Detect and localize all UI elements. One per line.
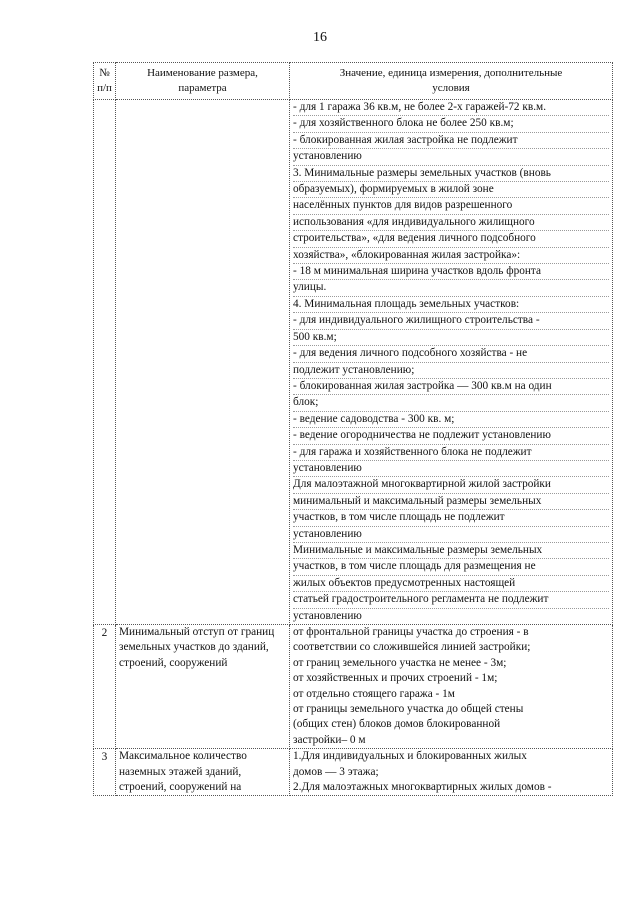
parameter-value-line: - ведение огородничества не подлежит установлению bbox=[293, 428, 609, 444]
parameter-value-line: домов — 3 этажа; bbox=[293, 765, 379, 778]
parameter-name-line: Минимальный отступ от границ bbox=[119, 626, 275, 638]
parameter-value-line: образуемых), формируемых в жилой зоне bbox=[293, 182, 609, 198]
parameter-value-line: - для хозяйственного блока не более 250 кв.м; bbox=[293, 116, 609, 132]
parameter-name bbox=[116, 625, 290, 749]
parameter-name-line: Максимальное количество bbox=[119, 750, 247, 763]
parameter-value-line: (общих стен) блоков домов блокированной bbox=[293, 718, 501, 731]
parameter-value-line: населённых пунктов для видов разрешенного bbox=[293, 198, 609, 214]
parameter-value-line: от границы земельного участка до общей стены bbox=[293, 703, 524, 716]
parameter-value-line: минимальный и максимальный размеры земельных bbox=[293, 494, 609, 510]
table-header-row bbox=[94, 63, 613, 100]
parameter-value-line: блок; bbox=[293, 395, 609, 411]
parameter-name bbox=[116, 749, 290, 796]
parameter-value-line: установлению bbox=[293, 609, 362, 622]
parameter-value-line: от фронтальной границы участка до строения - в bbox=[293, 626, 529, 638]
parameter-value-line: участков, в том числе площадь для размещения не bbox=[293, 559, 609, 575]
parameter-value-line: статьей градостроительного регламента не подлежит bbox=[293, 592, 609, 608]
parameter-value-line: установлению bbox=[293, 461, 609, 477]
parameter-value bbox=[290, 100, 613, 625]
parameter-value-line: 3. Минимальные размеры земельных участков (вновь bbox=[293, 166, 609, 182]
parameter-value-line: - для ведения личного подсобного хозяйства - не bbox=[293, 346, 609, 362]
parameter-name-line: наземных этажей зданий, bbox=[119, 765, 242, 778]
header-number: № п/п bbox=[94, 63, 116, 100]
parameter-value bbox=[290, 625, 613, 749]
parameter-value-line: строительства», «для ведения личного подсобного bbox=[293, 231, 609, 247]
parameter-value-line: улицы. bbox=[293, 280, 609, 296]
parameter-value-line: - ведение садоводства - 300 кв. м; bbox=[293, 412, 609, 428]
parameter-value-line: установлению bbox=[293, 149, 609, 165]
parameter-value-line: жилых объектов предусмотренных настоящей bbox=[293, 576, 609, 592]
parameter-name-line: строений, сооружений на bbox=[119, 781, 242, 794]
parameter-value-line: подлежит установлению; bbox=[293, 363, 609, 379]
parameter-value-line: от границ земельного участка не менее - 3м; bbox=[293, 656, 507, 669]
header-name: Наименование размера, параметра bbox=[116, 63, 290, 100]
parameter-value-line: 4. Минимальная площадь земельных участков: bbox=[293, 297, 609, 313]
parameter-value-line: использования «для индивидуального жилищного bbox=[293, 215, 609, 231]
table-row bbox=[94, 100, 613, 625]
parameter-value-line: - 18 м минимальная ширина участков вдоль фронта bbox=[293, 264, 609, 280]
table-row bbox=[94, 749, 613, 796]
parameter-value-line: участков, в том числе площадь не подлежит bbox=[293, 510, 609, 526]
row-number bbox=[94, 100, 116, 625]
parameter-value-line: - для 1 гаража 36 кв.м, не более 2-х гаражей-72 кв.м. bbox=[293, 100, 609, 116]
row-number: 3 bbox=[94, 749, 116, 796]
parameter-name bbox=[116, 100, 290, 625]
parameter-value bbox=[290, 749, 613, 796]
parameter-value-line: Минимальные и максимальные размеры земельных bbox=[293, 543, 609, 559]
parameter-value-line: от отдельно стоящего гаража - 1м bbox=[293, 687, 455, 700]
parameter-value-line: - для индивидуального жилищного строительства - bbox=[293, 313, 609, 329]
parameter-value-line: 500 кв.м; bbox=[293, 330, 609, 346]
parameter-name-line: строений, сооружений bbox=[119, 656, 228, 669]
parameter-value-line: 1.Для индивидуальных и блокированных жилых bbox=[293, 750, 527, 763]
parameter-value-line: - для гаража и хозяйственного блока не подлежит bbox=[293, 445, 609, 461]
parameter-value-line: - блокированная жилая застройка — 300 кв.м на один bbox=[293, 379, 609, 395]
parameter-value-line: соответствии со сложившейся линией застройки; bbox=[293, 641, 531, 654]
parameter-value-line: хозяйства», «блокированная жилая застройка»: bbox=[293, 248, 609, 264]
page-number: 16 bbox=[313, 30, 327, 45]
table-row bbox=[94, 625, 613, 749]
parameter-name-line: земельных участков до зданий, bbox=[119, 641, 269, 654]
parameter-value-line: установлению bbox=[293, 527, 609, 543]
parameter-value-line: Для малоэтажной многоквартирной жилой застройки bbox=[293, 477, 609, 493]
regulations-table bbox=[93, 62, 613, 796]
parameter-value-line: 2.Для малоэтажных многоквартирных жилых домов - bbox=[293, 781, 552, 794]
row-number: 2 bbox=[94, 625, 116, 749]
header-value: Значение, единица измерения, дополнительные условия bbox=[290, 63, 613, 100]
parameter-value-line: - блокированная жилая застройка не подлежит bbox=[293, 133, 609, 149]
parameter-value-line: застройки– 0 м bbox=[293, 733, 366, 746]
parameter-value-line: от хозяйственных и прочих строений - 1м; bbox=[293, 672, 498, 685]
